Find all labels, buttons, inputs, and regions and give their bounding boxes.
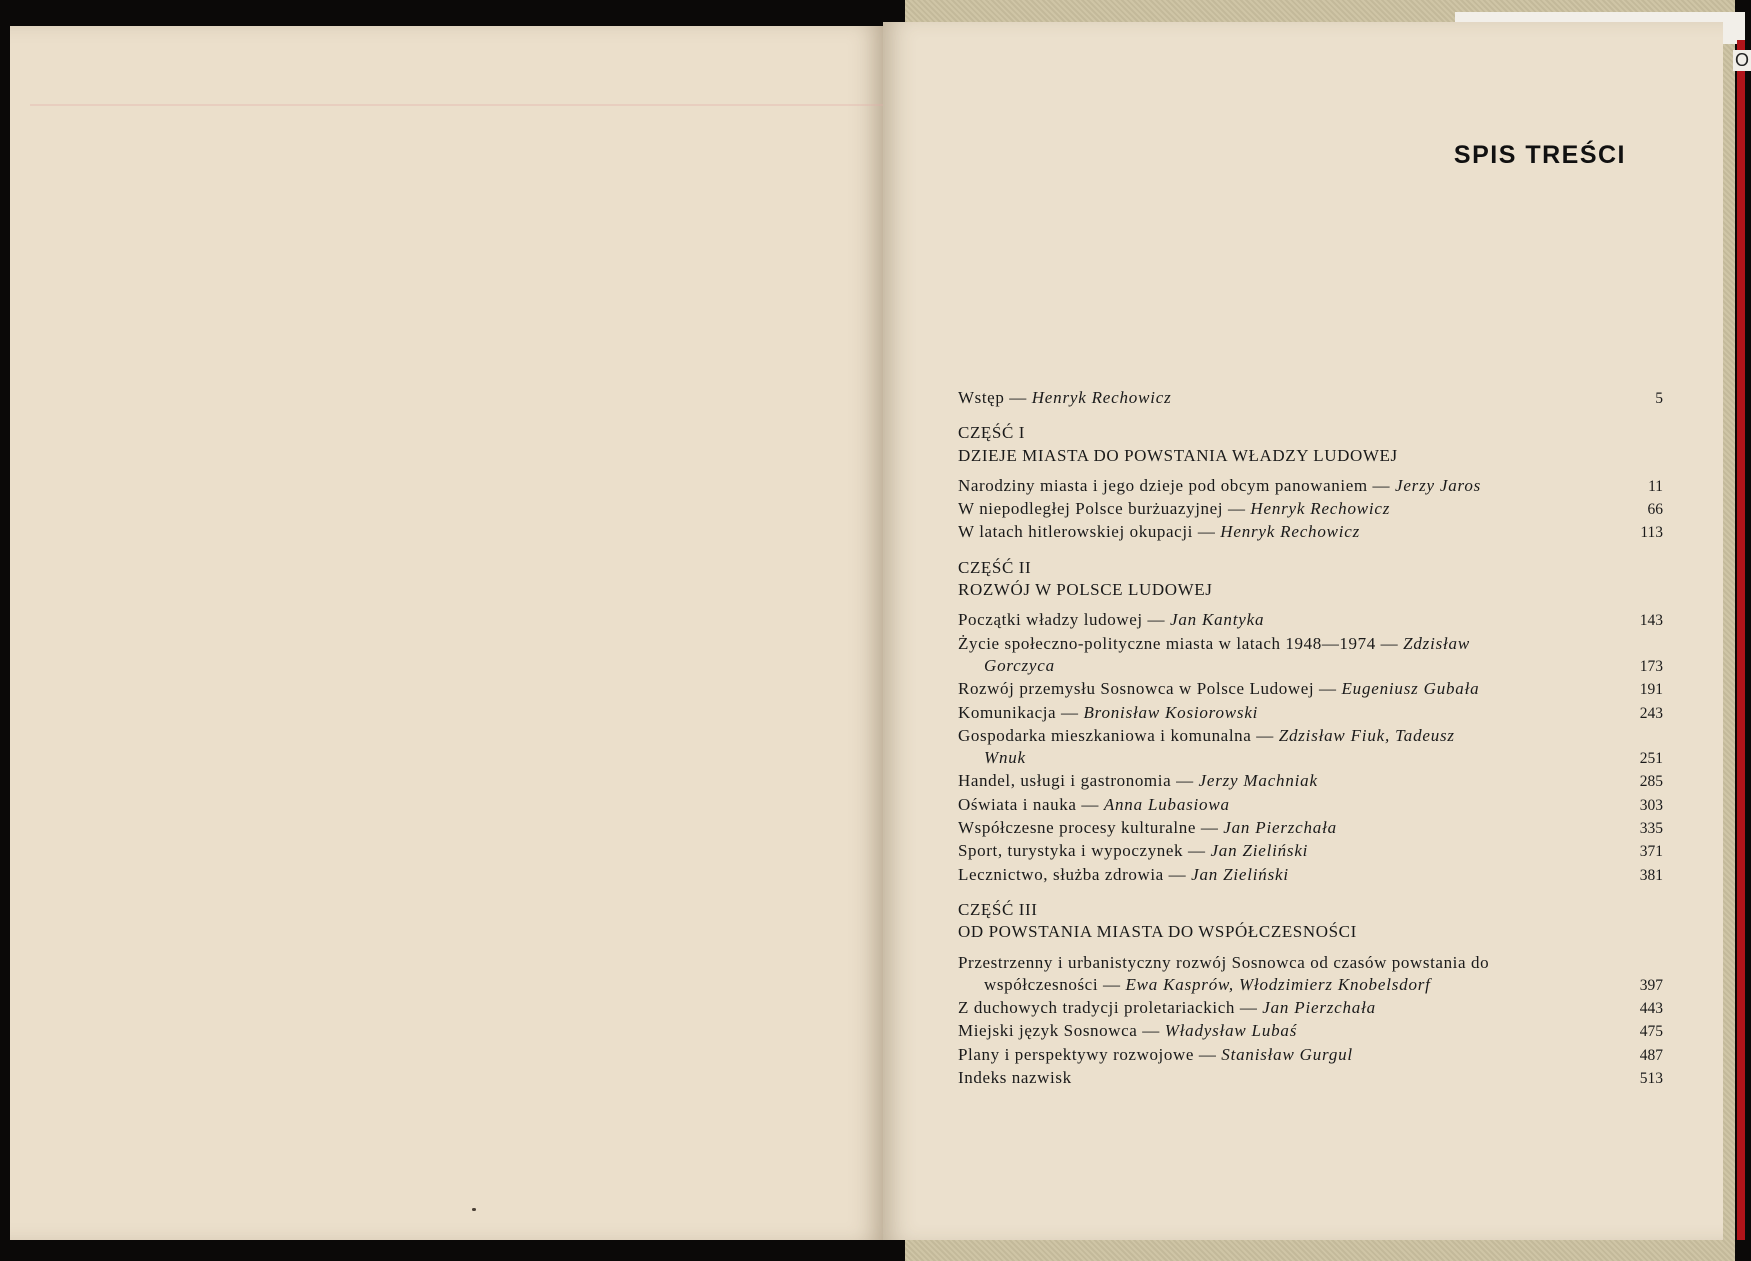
part-label: CZĘŚĆ II: [958, 557, 1032, 577]
toc-entry: [958, 770, 1663, 793]
entry-page: 251: [1639, 750, 1663, 768]
entry-author: Jerzy Machniak: [1198, 771, 1318, 791]
page-crease: [30, 104, 883, 106]
entry-author: Henryk Rechowicz: [1220, 522, 1361, 542]
toc-entry: [958, 817, 1663, 840]
entry-author: Anna Lubasiowa: [1103, 794, 1230, 814]
entry-page: 335: [1639, 820, 1663, 838]
entry-author: Zdzisław Fiuk, Tadeusz: [1278, 725, 1455, 745]
entry-title: Początki władzy ludowej —: [958, 610, 1170, 630]
entry-page: 285: [1639, 773, 1663, 791]
entry-page: 66: [1647, 501, 1663, 519]
toc-entry: [958, 1067, 1663, 1090]
toc-entry: [958, 498, 1663, 521]
entry-author: Bronisław Kosiorowski: [1083, 702, 1259, 722]
toc-entry: [958, 1044, 1663, 1067]
entry-title: Handel, usługi i gastronomia —: [958, 771, 1199, 791]
entry-title: Lecznictwo, służba zdrowia —: [958, 864, 1192, 884]
entry-page: 113: [1640, 524, 1663, 542]
entry-author: Władysław Lubaś: [1164, 1021, 1298, 1041]
part-title: DZIEJE MIASTA DO POWSTANIA WŁADZY LUDOWEJ: [958, 445, 1398, 465]
toc-entry-continuation: [958, 974, 1663, 997]
entry-page: 513: [1639, 1070, 1663, 1088]
entry-title: Z duchowych tradycji proletariackich —: [958, 998, 1263, 1018]
toc-entry: [958, 521, 1663, 544]
entry-author: Henryk Rechowicz: [1031, 388, 1172, 407]
part-title: ROZWÓJ W POLSCE LUDOWEJ: [958, 580, 1213, 600]
entry-title: Komunikacja —: [958, 702, 1084, 722]
entry-author: Stanisław Gurgul: [1221, 1044, 1353, 1064]
entry-page: 381: [1639, 866, 1663, 884]
entry-page: 243: [1639, 704, 1663, 722]
entry-title: Przestrzenny i urbanistyczny rozwój Sosnowca od czasów powstania do: [958, 952, 1490, 972]
entry-page: 475: [1639, 1023, 1663, 1041]
toc-entry: [958, 864, 1663, 887]
toc-entry: [958, 609, 1663, 632]
toc-entry: [958, 997, 1663, 1020]
entry-author: Jan Kantyka: [1170, 610, 1265, 630]
toc-entry: [958, 702, 1663, 725]
right-page-table-of-contents: [883, 22, 1723, 1240]
toc-entry: [958, 840, 1663, 863]
entry-page: 173: [1639, 657, 1663, 675]
toc-entry: [958, 633, 1663, 655]
entry-page: 443: [1639, 1000, 1663, 1018]
entry-author: Jan Pierzchała: [1223, 818, 1337, 838]
entry-author: Wnuk: [984, 748, 1026, 768]
entry-page: 487: [1639, 1046, 1663, 1064]
entry-author: Henryk Rechowicz: [1250, 499, 1391, 519]
toc-entry-continuation: [958, 747, 1663, 770]
toc-entry: [958, 475, 1663, 498]
entry-title: Plany i perspektywy rozwojowe —: [958, 1044, 1222, 1064]
entry-title: Rozwój przemysłu Sosnowca w Polsce Ludowej —: [958, 679, 1342, 699]
part-title: OD POWSTANIA MIASTA DO WSPÓŁCZESNOŚCI: [958, 922, 1357, 942]
part-label: CZĘŚĆ III: [958, 899, 1038, 919]
toc-entry: [958, 725, 1663, 747]
toc-entry: [958, 678, 1663, 701]
toc-entry-continuation: [958, 655, 1663, 678]
entry-title: współczesności —: [984, 974, 1126, 994]
paper-speck: [472, 1208, 476, 1211]
entry-title: W niepodległej Polsce burżuazyjnej —: [958, 499, 1251, 519]
entry-title: Indeks nazwisk: [958, 1068, 1072, 1088]
part-label: CZĘŚĆ I: [958, 423, 1026, 443]
edge-letter: O: [1735, 50, 1750, 70]
entry-author: Ewa Kasprów, Włodzimierz Knobelsdorf: [1125, 974, 1431, 994]
toc-entry-intro: [958, 387, 1663, 410]
entry-author: Jan Zieliński: [1210, 841, 1309, 861]
entry-page: 397: [1639, 976, 1663, 994]
page-edge: [1737, 40, 1745, 1240]
entry-author: Zdzisław: [1403, 633, 1470, 653]
toc-entry: [958, 1020, 1663, 1043]
entry-author: Eugeniusz Gubała: [1341, 679, 1480, 699]
entry-author: Jerzy Jaros: [1394, 475, 1482, 495]
entry-author: Jan Zieliński: [1191, 864, 1289, 884]
entry-page: 11: [1648, 477, 1663, 495]
entry-title: Wstęp —: [958, 388, 1032, 407]
entry-author: Gorczyca: [984, 655, 1055, 675]
entry-title: Miejski język Sosnowca —: [958, 1021, 1165, 1041]
entry-page: 143: [1639, 612, 1663, 630]
toc-list: [958, 387, 1663, 1090]
entry-title: Narodziny miasta i jego dzieje pod obcym panowaniem —: [958, 475, 1395, 495]
left-page-blank: [10, 26, 883, 1240]
entry-page: 191: [1639, 681, 1663, 699]
entry-title: Współczesne procesy kulturalne —: [958, 818, 1224, 838]
entry-page: 303: [1639, 796, 1663, 814]
toc-entry: [958, 794, 1663, 817]
entry-title: W latach hitlerowskiej okupacji —: [958, 522, 1221, 542]
entry-page: 371: [1639, 843, 1663, 861]
entry-title: Gospodarka mieszkaniowa i komunalna —: [958, 725, 1279, 745]
entry-title: Sport, turystyka i wypoczynek —: [958, 841, 1211, 861]
toc-entry: [958, 952, 1663, 974]
entry-title: Oświata i nauka —: [958, 794, 1104, 814]
entry-author: Jan Pierzchała: [1262, 998, 1376, 1018]
toc-heading: SPIS TREŚCI: [1453, 141, 1626, 169]
entry-page: 5: [1655, 390, 1663, 407]
entry-title: Życie społeczno-polityczne miasta w latach 1948—1974 —: [958, 633, 1404, 653]
